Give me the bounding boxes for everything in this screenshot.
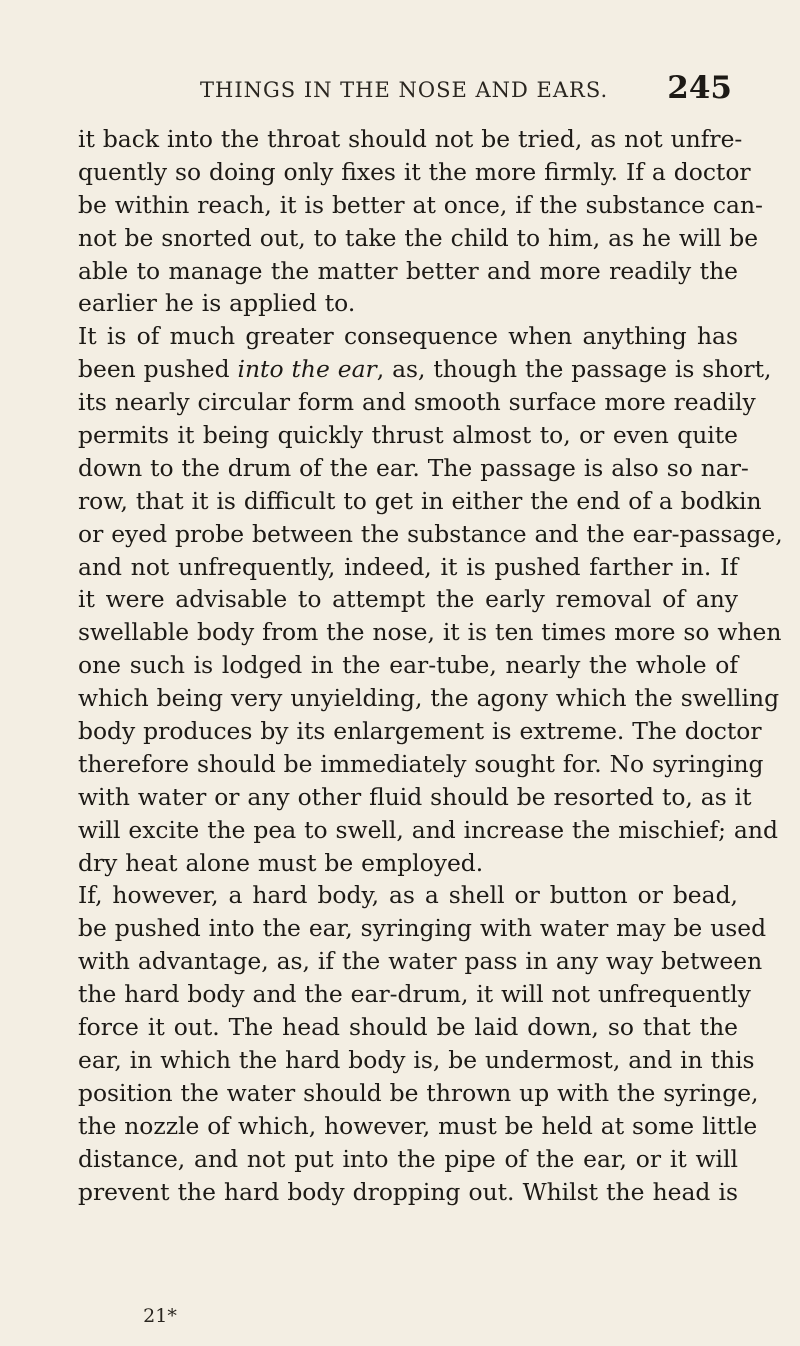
signature-mark-row: [0, 1305, 740, 1327]
text-line: body produces by its enlargement is extreme. The doctor: [78, 717, 762, 746]
text-line: with water or any other fluid should be resorted to, as it: [78, 782, 752, 811]
text-line: down to the drum of the ear. The passage is also so nar-: [78, 453, 749, 482]
page-number: 245: [667, 70, 732, 106]
italic-phrase: into the ear: [237, 355, 377, 384]
running-head: THINGS IN THE NOSE AND EARS.: [200, 78, 609, 102]
text-line: or eyed probe between the substance and the ear-passage,: [78, 519, 783, 548]
body-text: [78, 123, 783, 1208]
text-line: the hard body and the ear-drum, it will not unfrequently: [78, 980, 751, 1009]
text-line: earlier he is applied to.: [78, 289, 356, 318]
text-line: be within reach, it is better at once, if the substance can-: [78, 190, 763, 219]
text-line: the nozzle of which, however, must be held at some little: [78, 1111, 758, 1140]
text-line: position the water should be thrown up with the syringe,: [78, 1078, 759, 1107]
text-line: it were advisable to attempt the early removal of any: [78, 585, 738, 614]
signature-mark: 21*: [143, 1305, 177, 1327]
text-line: quently so doing only fixes it the more firmly. If a doctor: [78, 157, 751, 186]
text-segment: , as, though the passage is short,: [376, 355, 772, 384]
text-line: it back into the throat should not be tried, as not unfre-: [78, 125, 743, 153]
text-line: If, however, a hard body, as a shell or button or bead,: [78, 881, 738, 910]
text-line: force it out. The head should be laid down, so that the: [78, 1013, 738, 1042]
text-line: and not unfrequently, indeed, it is pushed farther in. If: [78, 552, 738, 581]
text-line: distance, and not put into the pipe of the ear, or it will: [78, 1144, 738, 1173]
text-line: which being very unyielding, the agony which the swelling: [78, 684, 780, 713]
text-line: permits it being quickly thrust almost to, or even quite: [78, 421, 738, 450]
text-line: prevent the hard body dropping out. Whilst the head is: [78, 1177, 738, 1206]
text-line: [78, 353, 772, 386]
text-line: dry heat alone must be employed.: [78, 848, 484, 877]
text-line: with advantage, as, if the water pass in any way between: [78, 947, 763, 976]
page-header: [140, 72, 732, 112]
text-line: ear, in which the hard body is, be undermost, and in this: [78, 1045, 755, 1074]
text-line: therefore should be immediately sought for. No syringing: [78, 749, 764, 778]
text-line: be pushed into the ear, syringing with water may be used: [78, 914, 767, 943]
text-line: It is of much greater consequence when anything has: [78, 322, 738, 351]
text-line: its nearly circular form and smooth surface more readily: [78, 388, 756, 417]
text-line: one such is lodged in the ear-tube, nearly the whole of: [78, 651, 738, 680]
text-line: swellable body from the nose, it is ten times more so when: [78, 618, 782, 647]
text-line: row, that it is difficult to get in either the end of a bodkin: [78, 486, 762, 515]
text-line: not be snorted out, to take the child to him, as he will be: [78, 223, 759, 252]
text-line: able to manage the matter better and more readily the: [78, 256, 738, 285]
text-segment: been pushed: [78, 355, 238, 384]
text-line: will excite the pea to swell, and increase the mischief; and: [78, 815, 778, 844]
